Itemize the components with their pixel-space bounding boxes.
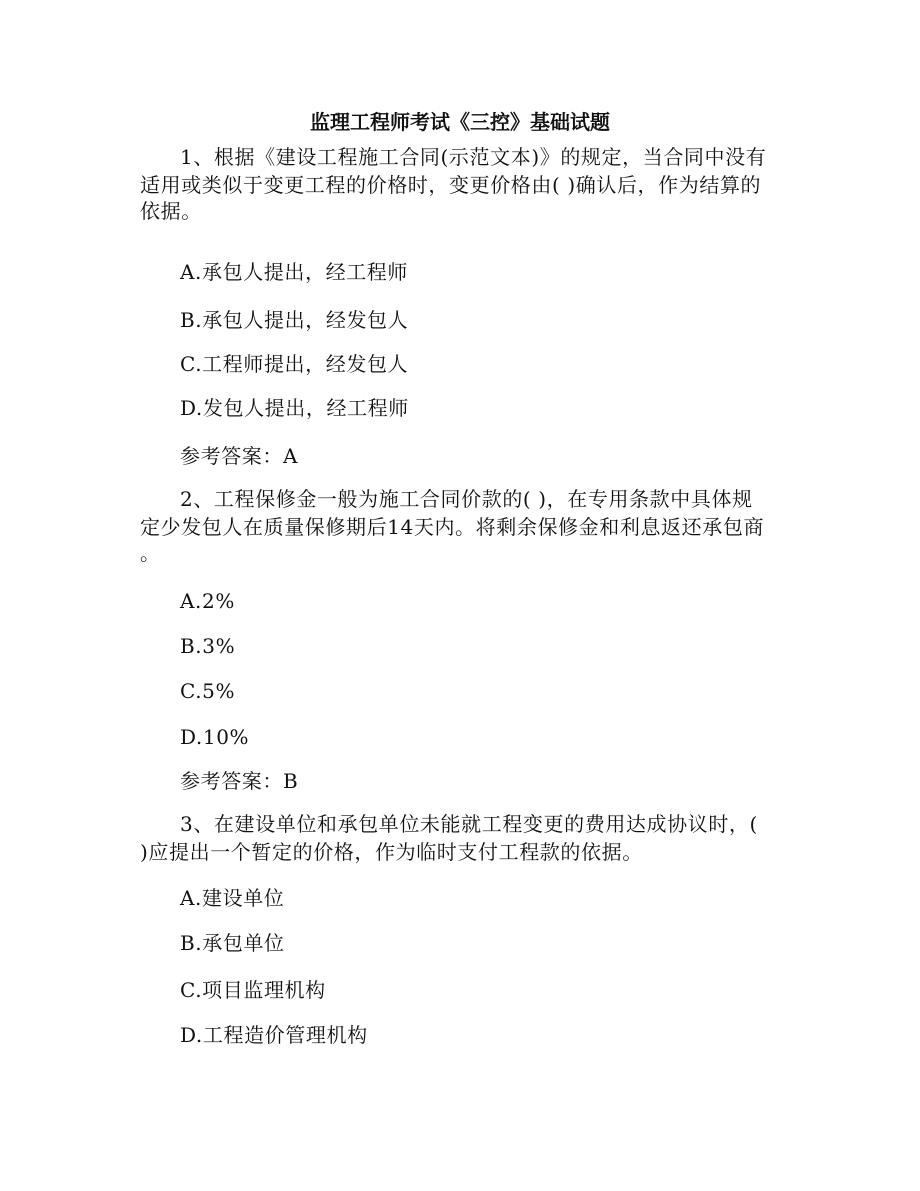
question-1-option-d: D.发包人提出，经工程师 (180, 396, 409, 420)
question-3-text-line: 3、在建设单位和承包单位未能就工程变更的费用达成协议时，( (180, 812, 758, 836)
question-2-option-a: A.2% (180, 589, 235, 613)
question-1-text-line: 适用或类似于变更工程的价格时，变更价格由( )确认后，作为结算的 (140, 173, 762, 197)
document-title: 监理工程师考试《三控》基础试题 (310, 110, 610, 134)
question-3-text-line: )应提出一个暂定的价格，作为临时支付工程款的依据。 (140, 840, 643, 864)
question-1-text-line: 依据。 (140, 199, 202, 223)
question-2-text-line: 定少发包人在质量保修期后14天内。将剩余保修金和利息返还承包商 (140, 515, 765, 539)
question-2-option-d: D.10% (180, 725, 250, 749)
question-1-text-line: 1、根据《建设工程施工合同(示范文本)》的规定，当合同中没有 (180, 145, 767, 169)
question-1-option-b: B.承包人提出，经发包人 (180, 308, 409, 332)
question-2-text-line: 2、工程保修金一般为施工合同价款的( )，在专用条款中具体规 (180, 487, 753, 511)
question-2-answer: 参考答案：B (180, 769, 299, 793)
question-2-text-line: 。 (140, 541, 161, 565)
question-3-option-a: A.建设单位 (180, 886, 285, 910)
question-3-option-d: D.工程造价管理机构 (180, 1023, 368, 1047)
question-3-option-b: B.承包单位 (180, 931, 285, 955)
question-2-option-b: B.3% (180, 634, 236, 658)
question-1-answer: 参考答案：A (180, 444, 299, 468)
question-1-option-a: A.承包人提出，经工程师 (180, 260, 409, 284)
question-1-option-c: C.工程师提出，经发包人 (180, 352, 409, 376)
question-2-option-c: C.5% (180, 679, 236, 703)
question-3-option-c: C.项目监理机构 (180, 978, 326, 1002)
